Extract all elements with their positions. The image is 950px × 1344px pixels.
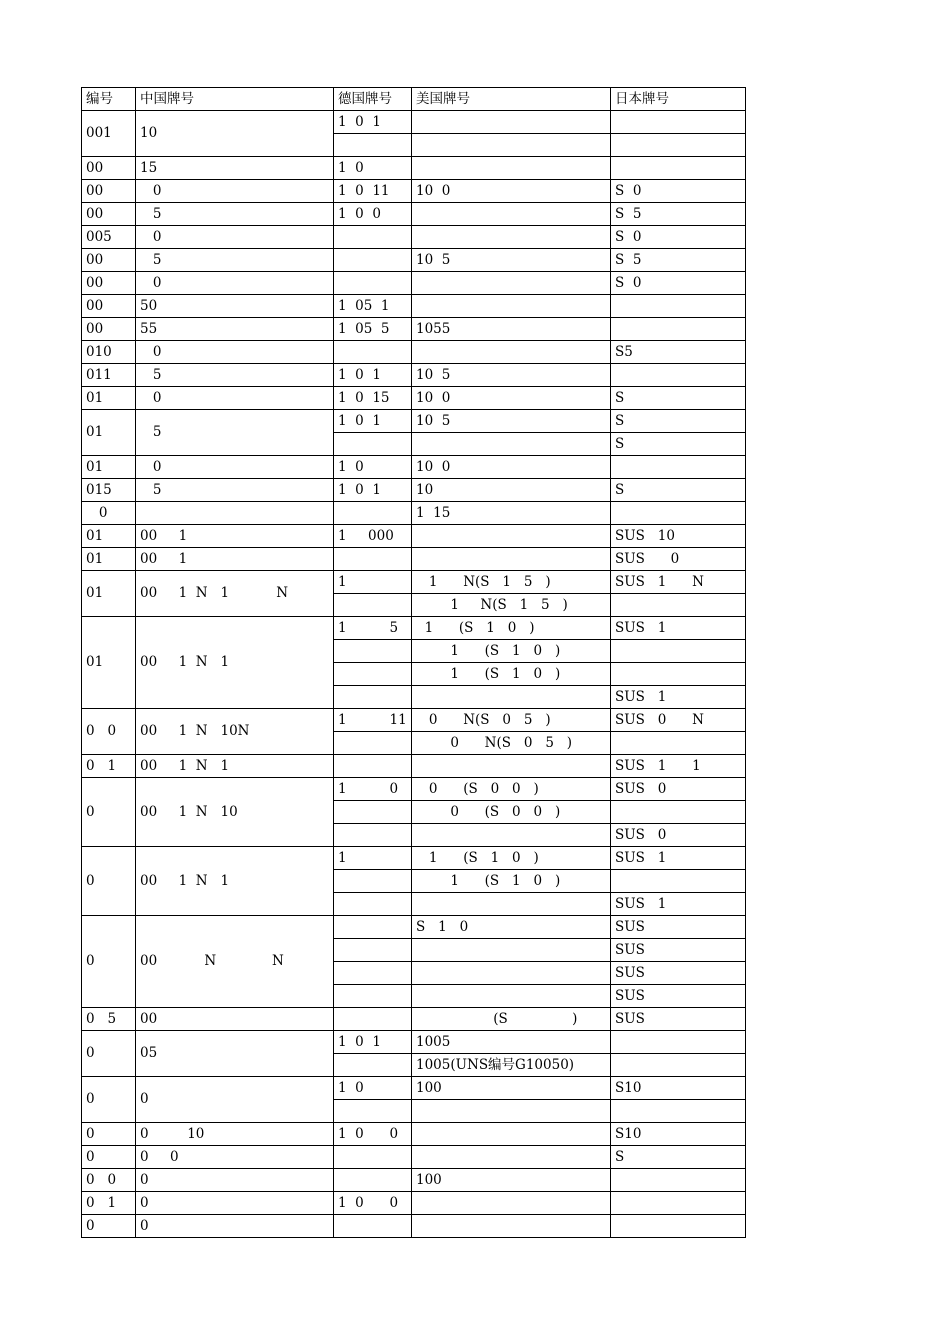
table-cell: [412, 433, 611, 456]
table-cell: [611, 1054, 746, 1077]
table-cell: [334, 502, 412, 525]
table-cell: 0: [82, 1146, 136, 1169]
table-cell: 0 N(S 0 5 ): [412, 709, 611, 732]
table-cell: [412, 1123, 611, 1146]
table-cell: SUS 1 N: [611, 571, 746, 594]
table-row: [82, 157, 746, 180]
table-cell: [334, 939, 412, 962]
table-cell: [611, 801, 746, 824]
table-cell: 0: [82, 1031, 136, 1077]
table-cell: [334, 226, 412, 249]
table-cell: 0: [136, 272, 334, 295]
table-cell: SUS: [611, 962, 746, 985]
table-cell: 10 0: [412, 456, 611, 479]
table-row: [82, 525, 746, 548]
table-cell: [412, 1192, 611, 1215]
table-cell: 0: [136, 1192, 334, 1215]
table-cell: 01: [82, 548, 136, 571]
header-cell-number: 编号: [82, 88, 136, 111]
table-cell: 00 1 N 1: [136, 617, 334, 709]
table-cell: [412, 1100, 611, 1123]
table-cell: [334, 1146, 412, 1169]
table-cell: 1005: [412, 1031, 611, 1054]
table-cell: 1 05 5: [334, 318, 412, 341]
table-cell: 10: [412, 479, 611, 502]
table-cell: S: [611, 479, 746, 502]
table-cell: S 1 0: [412, 916, 611, 939]
table-cell: 50: [136, 295, 334, 318]
table-cell: [611, 663, 746, 686]
table-cell: [412, 1215, 611, 1238]
table-cell: 1 N(S 1 5 ): [412, 594, 611, 617]
table-cell: SUS 1: [611, 686, 746, 709]
table-cell: 00 1 N 1: [136, 847, 334, 916]
table-row: [82, 111, 746, 134]
table-cell: [611, 1215, 746, 1238]
table-cell: S: [611, 1146, 746, 1169]
table-cell: 100: [412, 1077, 611, 1100]
table-cell: S: [611, 410, 746, 433]
table-cell: [412, 985, 611, 1008]
table-cell: 0: [136, 180, 334, 203]
table-cell: 1 05 1: [334, 295, 412, 318]
table-cell: 01: [82, 571, 136, 617]
table-cell: 5: [136, 479, 334, 502]
table-cell: 5: [136, 410, 334, 456]
table-row: [82, 778, 746, 801]
table-cell: 1 0 0: [334, 1192, 412, 1215]
table-cell: [334, 801, 412, 824]
table-cell: 0: [136, 341, 334, 364]
table-cell: 1: [334, 571, 412, 594]
table-cell: [334, 870, 412, 893]
table-row: [82, 847, 746, 870]
table-cell: [412, 893, 611, 916]
table-cell: S: [611, 387, 746, 410]
table-cell: 0 1: [82, 1192, 136, 1215]
table-row: [82, 548, 746, 571]
table-cell: [412, 962, 611, 985]
table-cell: [334, 962, 412, 985]
table-cell: S 5: [611, 249, 746, 272]
table-cell: 5: [136, 203, 334, 226]
table-row: [82, 1077, 746, 1100]
table-row: [82, 341, 746, 364]
table-cell: SUS 0: [611, 548, 746, 571]
table-cell: [412, 548, 611, 571]
table-cell: [611, 502, 746, 525]
table-cell: 0: [82, 1077, 136, 1123]
table-row: [82, 1123, 746, 1146]
table-cell: 0 0: [136, 1146, 334, 1169]
table-cell: [334, 732, 412, 755]
table-cell: 1 (S 1 0 ): [412, 847, 611, 870]
table-cell: [412, 111, 611, 134]
table-cell: 1 11: [334, 709, 412, 732]
table-cell: 0: [136, 456, 334, 479]
table-row: [82, 1008, 746, 1031]
table-cell: 1 0 1: [334, 111, 412, 134]
table-cell: [334, 1008, 412, 1031]
table-row: [82, 1215, 746, 1238]
table-cell: 1 0 11: [334, 180, 412, 203]
table-cell: SUS 0: [611, 824, 746, 847]
table-cell: [611, 134, 746, 157]
table-cell: 00 1 N 10: [136, 778, 334, 847]
table-cell: [412, 134, 611, 157]
table-cell: 15: [136, 157, 334, 180]
table-cell: 1 (S 1 0 ): [412, 640, 611, 663]
table-cell: 10 5: [412, 364, 611, 387]
table-cell: [611, 1192, 746, 1215]
table-cell: [334, 893, 412, 916]
table-cell: 00: [82, 157, 136, 180]
table-cell: [611, 456, 746, 479]
header-cell-japan-grade: 日本牌号: [611, 88, 746, 111]
table-cell: 00: [82, 272, 136, 295]
table-cell: 00: [82, 180, 136, 203]
table-cell: 10 5: [412, 249, 611, 272]
table-cell: 010: [82, 341, 136, 364]
table-cell: 0 5: [82, 1008, 136, 1031]
table-cell: SUS 0: [611, 778, 746, 801]
table-cell: [334, 594, 412, 617]
table-row: [82, 571, 746, 594]
table-cell: [611, 318, 746, 341]
table-row: [82, 479, 746, 502]
table-cell: 1 N(S 1 5 ): [412, 571, 611, 594]
table-cell: 005: [82, 226, 136, 249]
table-cell: 0: [82, 1123, 136, 1146]
table-cell: 1 0: [334, 157, 412, 180]
table-cell: [334, 433, 412, 456]
table-row: [82, 203, 746, 226]
table-cell: 00 1: [136, 548, 334, 571]
table-cell: 1005(UNS编号G10050): [412, 1054, 611, 1077]
table-cell: 00 N N: [136, 916, 334, 1008]
table-cell: 0 (S 0 0 ): [412, 801, 611, 824]
table-cell: [136, 502, 334, 525]
table-row: [82, 1192, 746, 1215]
table-cell: 0: [136, 1077, 334, 1123]
table-cell: 0: [136, 226, 334, 249]
table-cell: SUS 1 1: [611, 755, 746, 778]
table-cell: [334, 272, 412, 295]
table-cell: 1 (S 1 0 ): [412, 617, 611, 640]
table-cell: SUS 10: [611, 525, 746, 548]
table-row: [82, 318, 746, 341]
table-cell: 0 0: [82, 1169, 136, 1192]
table-cell: 0: [82, 916, 136, 1008]
header-cell-china-grade: 中国牌号: [136, 88, 334, 111]
table-cell: 1 0: [334, 456, 412, 479]
table-cell: [611, 870, 746, 893]
table-cell: 0: [136, 1169, 334, 1192]
table-row: [82, 226, 746, 249]
table-cell: S 0: [611, 180, 746, 203]
table-cell: 00: [82, 203, 136, 226]
header-cell-germany-grade: 德国牌号: [334, 88, 412, 111]
table-row: [82, 387, 746, 410]
table-row: [82, 364, 746, 387]
table-cell: [334, 916, 412, 939]
table-cell: SUS: [611, 1008, 746, 1031]
table-cell: [412, 157, 611, 180]
table-cell: 1 0 1: [334, 410, 412, 433]
table-cell: [611, 1169, 746, 1192]
table-cell: 01: [82, 456, 136, 479]
table-cell: 1 0 1: [334, 479, 412, 502]
table-row: [82, 1169, 746, 1192]
table-row: [82, 916, 746, 939]
table-cell: 1 (S 1 0 ): [412, 870, 611, 893]
table-cell: [412, 295, 611, 318]
table-cell: 00 1 N 10N: [136, 709, 334, 755]
table-cell: 01: [82, 617, 136, 709]
table-row: [82, 755, 746, 778]
table-cell: [611, 594, 746, 617]
table-cell: [334, 824, 412, 847]
table-cell: S 5: [611, 203, 746, 226]
header-cell-usa-grade: 美国牌号: [412, 88, 611, 111]
table-cell: 1 0: [334, 1077, 412, 1100]
table-row: [82, 617, 746, 640]
table-cell: 10 5: [412, 410, 611, 433]
table-cell: 015: [82, 479, 136, 502]
table-cell: [412, 939, 611, 962]
table-row: [82, 272, 746, 295]
table-row: [82, 502, 746, 525]
table-cell: 1055: [412, 318, 611, 341]
table-cell: 1 5: [334, 617, 412, 640]
table-cell: [334, 1100, 412, 1123]
table-cell: SUS 1: [611, 847, 746, 870]
table-cell: (S ): [412, 1008, 611, 1031]
table-cell: [412, 824, 611, 847]
table-cell: SUS: [611, 916, 746, 939]
table-cell: 0 (S 0 0 ): [412, 778, 611, 801]
table-cell: [334, 686, 412, 709]
table-row: [82, 180, 746, 203]
table-cell: 01: [82, 525, 136, 548]
table-cell: [412, 755, 611, 778]
table-cell: 0: [82, 847, 136, 916]
table-cell: [611, 1100, 746, 1123]
table-cell: 5: [136, 249, 334, 272]
table-cell: [412, 226, 611, 249]
table-cell: [611, 111, 746, 134]
table-cell: 1 0: [334, 778, 412, 801]
table-cell: SUS 1: [611, 617, 746, 640]
table-cell: [611, 295, 746, 318]
table-cell: 1: [334, 847, 412, 870]
table-row: [82, 1031, 746, 1054]
table-cell: 00 1 N 1 N: [136, 571, 334, 617]
table-cell: 0: [82, 1215, 136, 1238]
table-cell: [611, 1031, 746, 1054]
table-cell: 10: [136, 111, 334, 157]
table-row: [82, 709, 746, 732]
table-cell: [611, 157, 746, 180]
table-cell: [412, 341, 611, 364]
table-cell: 001: [82, 111, 136, 157]
table-cell: 0: [136, 1215, 334, 1238]
table-cell: 00: [82, 249, 136, 272]
table-cell: S5: [611, 341, 746, 364]
header-row: [82, 88, 746, 111]
table-cell: [611, 364, 746, 387]
table-body: [82, 88, 746, 1238]
table-cell: S 0: [611, 272, 746, 295]
table-cell: 0 N(S 0 5 ): [412, 732, 611, 755]
table-cell: 0 1: [82, 755, 136, 778]
table-cell: SUS 0 N: [611, 709, 746, 732]
table-cell: 0: [82, 778, 136, 847]
table-cell: 05: [136, 1031, 334, 1077]
table-cell: [611, 640, 746, 663]
table-cell: 0: [82, 502, 136, 525]
table-cell: 55: [136, 318, 334, 341]
table-cell: [412, 272, 611, 295]
table-cell: 011: [82, 364, 136, 387]
table-cell: [334, 985, 412, 1008]
table-cell: 0 0: [82, 709, 136, 755]
table-cell: 1 0 0: [334, 1123, 412, 1146]
table-cell: [334, 663, 412, 686]
table-cell: [334, 134, 412, 157]
table-cell: 1 15: [412, 502, 611, 525]
table-cell: 00 1 N 1: [136, 755, 334, 778]
table-cell: 1 000: [334, 525, 412, 548]
table-cell: 00: [136, 1008, 334, 1031]
table-row: [82, 456, 746, 479]
table-cell: 1 0 1: [334, 1031, 412, 1054]
table-cell: 01: [82, 410, 136, 456]
table-cell: 1 0 1: [334, 364, 412, 387]
table-cell: 100: [412, 1169, 611, 1192]
table-row: [82, 295, 746, 318]
table-cell: 1 0 15: [334, 387, 412, 410]
table-cell: 00 1: [136, 525, 334, 548]
steel-grade-table: [81, 87, 746, 1238]
table-cell: [334, 1054, 412, 1077]
table-cell: 00: [82, 295, 136, 318]
table-cell: 00: [82, 318, 136, 341]
table-cell: 10 0: [412, 387, 611, 410]
table-cell: [334, 548, 412, 571]
table-cell: S: [611, 433, 746, 456]
table-cell: [334, 1169, 412, 1192]
table-cell: [334, 755, 412, 778]
table-cell: SUS: [611, 939, 746, 962]
table-cell: SUS: [611, 985, 746, 1008]
table-cell: 0 10: [136, 1123, 334, 1146]
table-cell: S10: [611, 1077, 746, 1100]
table-cell: 10 0: [412, 180, 611, 203]
table-cell: [334, 341, 412, 364]
table-cell: SUS 1: [611, 893, 746, 916]
table-row: [82, 249, 746, 272]
table-cell: 0: [136, 387, 334, 410]
table-row: [82, 410, 746, 433]
table-cell: S 0: [611, 226, 746, 249]
table-cell: [611, 732, 746, 755]
table-cell: 1 (S 1 0 ): [412, 663, 611, 686]
table-cell: 1 0 0: [334, 203, 412, 226]
table-cell: [334, 249, 412, 272]
table-cell: 5: [136, 364, 334, 387]
table-cell: [412, 525, 611, 548]
table-cell: [412, 686, 611, 709]
table-cell: S10: [611, 1123, 746, 1146]
table-cell: [334, 640, 412, 663]
table-cell: [334, 1215, 412, 1238]
table-row: [82, 1146, 746, 1169]
table-cell: 01: [82, 387, 136, 410]
table-cell: [412, 1146, 611, 1169]
table-cell: [412, 203, 611, 226]
